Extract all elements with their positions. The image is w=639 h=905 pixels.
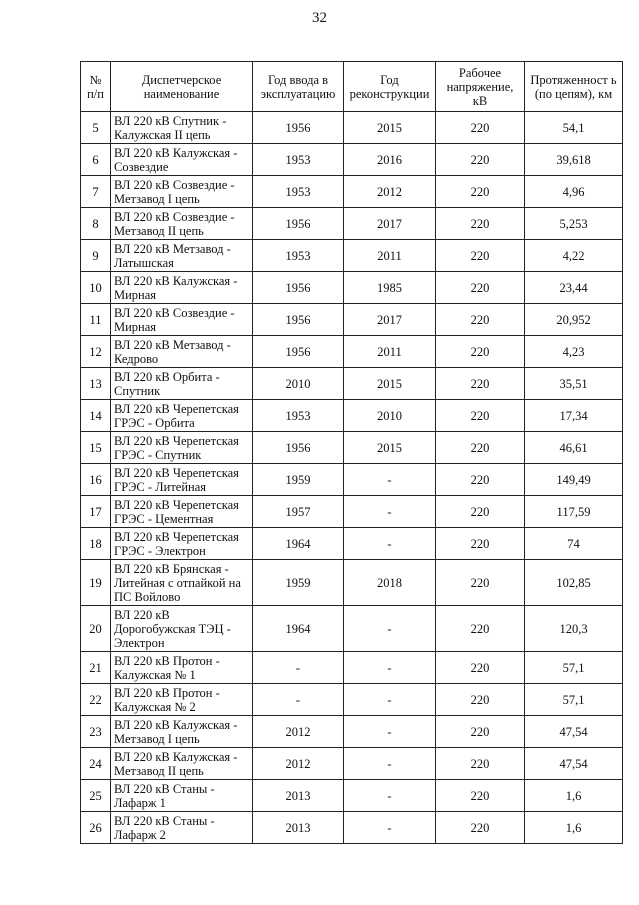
- cell-year-commissioned: 1959: [253, 464, 344, 496]
- cell-year-reconstructed: 2015: [344, 432, 436, 464]
- cell-length: 47,54: [525, 748, 623, 780]
- table-row: [81, 176, 623, 208]
- cell-num: 24: [81, 748, 111, 780]
- cell-year-reconstructed: -: [344, 748, 436, 780]
- cell-year-commissioned: 2013: [253, 780, 344, 812]
- cell-voltage: 220: [436, 272, 525, 304]
- header-voltage: Рабочее напряжение, кВ: [436, 62, 525, 112]
- cell-num: 18: [81, 528, 111, 560]
- cell-year-reconstructed: -: [344, 716, 436, 748]
- cell-year-reconstructed: 2017: [344, 208, 436, 240]
- cell-length: 46,61: [525, 432, 623, 464]
- cell-year-commissioned: 1953: [253, 240, 344, 272]
- table-row: [81, 560, 623, 606]
- cell-num: 20: [81, 606, 111, 652]
- cell-year-reconstructed: 2018: [344, 560, 436, 606]
- cell-year-commissioned: 1956: [253, 272, 344, 304]
- cell-year-commissioned: 1956: [253, 336, 344, 368]
- cell-num: 23: [81, 716, 111, 748]
- cell-num: 16: [81, 464, 111, 496]
- cell-year-reconstructed: -: [344, 464, 436, 496]
- header-year-commissioned: Год ввода в эксплуатацию: [253, 62, 344, 112]
- cell-num: 10: [81, 272, 111, 304]
- cell-voltage: 220: [436, 240, 525, 272]
- cell-year-commissioned: 2012: [253, 748, 344, 780]
- header-name: Диспетчерское наименование: [111, 62, 253, 112]
- cell-voltage: 220: [436, 144, 525, 176]
- cell-year-reconstructed: -: [344, 684, 436, 716]
- cell-voltage: 220: [436, 528, 525, 560]
- cell-length: 47,54: [525, 716, 623, 748]
- table-row: [81, 304, 623, 336]
- cell-year-reconstructed: -: [344, 812, 436, 844]
- cell-voltage: 220: [436, 748, 525, 780]
- table-row: [81, 368, 623, 400]
- cell-year-commissioned: 1956: [253, 432, 344, 464]
- table-row: [81, 528, 623, 560]
- cell-name: ВЛ 220 кВ Черепетская ГРЭС - Электрон: [111, 528, 253, 560]
- cell-year-commissioned: -: [253, 684, 344, 716]
- cell-year-reconstructed: 2012: [344, 176, 436, 208]
- cell-num: 7: [81, 176, 111, 208]
- cell-voltage: 220: [436, 208, 525, 240]
- cell-num: 19: [81, 560, 111, 606]
- table-row: [81, 400, 623, 432]
- cell-year-reconstructed: 2016: [344, 144, 436, 176]
- table-row: [81, 684, 623, 716]
- table-row: [81, 606, 623, 652]
- cell-year-commissioned: 2013: [253, 812, 344, 844]
- power-lines-table: [80, 61, 623, 844]
- cell-num: 14: [81, 400, 111, 432]
- cell-voltage: 220: [436, 432, 525, 464]
- table-row: [81, 812, 623, 844]
- cell-year-reconstructed: 2011: [344, 240, 436, 272]
- cell-length: 117,59: [525, 496, 623, 528]
- table-row: [81, 240, 623, 272]
- cell-voltage: 220: [436, 716, 525, 748]
- table-row: [81, 144, 623, 176]
- cell-length: 4,23: [525, 336, 623, 368]
- cell-name: ВЛ 220 кВ Черепетская ГРЭС - Спутник: [111, 432, 253, 464]
- cell-year-commissioned: 2012: [253, 716, 344, 748]
- cell-name: ВЛ 220 кВ Станы - Лафарж 1: [111, 780, 253, 812]
- cell-length: 20,952: [525, 304, 623, 336]
- cell-num: 17: [81, 496, 111, 528]
- table-row: [81, 652, 623, 684]
- cell-length: 23,44: [525, 272, 623, 304]
- cell-voltage: 220: [436, 112, 525, 144]
- cell-length: 57,1: [525, 684, 623, 716]
- cell-name: ВЛ 220 кВ Протон - Калужская № 1: [111, 652, 253, 684]
- cell-year-reconstructed: 2015: [344, 368, 436, 400]
- cell-length: 54,1: [525, 112, 623, 144]
- cell-year-reconstructed: -: [344, 528, 436, 560]
- cell-name: ВЛ 220 кВ Черепетская ГРЭС - Цементная: [111, 496, 253, 528]
- cell-name: ВЛ 220 кВ Спутник - Калужская II цепь: [111, 112, 253, 144]
- cell-num: 12: [81, 336, 111, 368]
- cell-length: 102,85: [525, 560, 623, 606]
- table-row: [81, 432, 623, 464]
- cell-year-commissioned: -: [253, 652, 344, 684]
- cell-num: 9: [81, 240, 111, 272]
- header-year-reconstructed: Год реконструкции: [344, 62, 436, 112]
- cell-year-reconstructed: -: [344, 606, 436, 652]
- cell-year-commissioned: 1959: [253, 560, 344, 606]
- cell-length: 35,51: [525, 368, 623, 400]
- cell-year-commissioned: 1964: [253, 528, 344, 560]
- cell-year-reconstructed: -: [344, 780, 436, 812]
- cell-year-reconstructed: 2010: [344, 400, 436, 432]
- cell-name: ВЛ 220 кВ Калужская - Метзавод II цепь: [111, 748, 253, 780]
- table-header-row: [81, 62, 623, 112]
- header-length: Протяженност ь (по цепям), км: [525, 62, 623, 112]
- table-row: [81, 272, 623, 304]
- cell-year-commissioned: 1953: [253, 176, 344, 208]
- cell-year-reconstructed: 1985: [344, 272, 436, 304]
- cell-num: 11: [81, 304, 111, 336]
- cell-voltage: 220: [436, 652, 525, 684]
- cell-name: ВЛ 220 кВ Созвездие - Метзавод II цепь: [111, 208, 253, 240]
- cell-voltage: 220: [436, 304, 525, 336]
- cell-num: 6: [81, 144, 111, 176]
- cell-num: 8: [81, 208, 111, 240]
- cell-name: ВЛ 220 кВ Брянская - Литейная с отпайкой на ПС Войлово: [111, 560, 253, 606]
- cell-length: 17,34: [525, 400, 623, 432]
- cell-name: ВЛ 220 кВ Дорогобужская ТЭЦ - Электрон: [111, 606, 253, 652]
- table-row: [81, 716, 623, 748]
- cell-year-reconstructed: 2017: [344, 304, 436, 336]
- cell-name: ВЛ 220 кВ Протон - Калужская № 2: [111, 684, 253, 716]
- cell-name: ВЛ 220 кВ Калужская - Мирная: [111, 272, 253, 304]
- cell-num: 25: [81, 780, 111, 812]
- cell-num: 15: [81, 432, 111, 464]
- cell-voltage: 220: [436, 336, 525, 368]
- cell-voltage: 220: [436, 176, 525, 208]
- cell-year-reconstructed: 2011: [344, 336, 436, 368]
- cell-voltage: 220: [436, 560, 525, 606]
- table-row: [81, 464, 623, 496]
- cell-name: ВЛ 220 кВ Калужская - Метзавод I цепь: [111, 716, 253, 748]
- cell-voltage: 220: [436, 496, 525, 528]
- table-row: [81, 748, 623, 780]
- cell-length: 120,3: [525, 606, 623, 652]
- cell-voltage: 220: [436, 606, 525, 652]
- cell-year-reconstructed: -: [344, 652, 436, 684]
- cell-name: ВЛ 220 кВ Созвездие - Мирная: [111, 304, 253, 336]
- table-body: [81, 112, 623, 844]
- table-row: [81, 780, 623, 812]
- cell-num: 22: [81, 684, 111, 716]
- cell-year-commissioned: 1953: [253, 400, 344, 432]
- cell-length: 74: [525, 528, 623, 560]
- cell-name: ВЛ 220 кВ Орбита - Спутник: [111, 368, 253, 400]
- cell-length: 57,1: [525, 652, 623, 684]
- cell-length: 1,6: [525, 780, 623, 812]
- cell-voltage: 220: [436, 464, 525, 496]
- table-row: [81, 208, 623, 240]
- cell-num: 26: [81, 812, 111, 844]
- cell-voltage: 220: [436, 780, 525, 812]
- cell-name: ВЛ 220 кВ Черепетская ГРЭС - Литейная: [111, 464, 253, 496]
- cell-num: 21: [81, 652, 111, 684]
- cell-voltage: 220: [436, 812, 525, 844]
- cell-length: 4,96: [525, 176, 623, 208]
- cell-year-reconstructed: 2015: [344, 112, 436, 144]
- cell-year-commissioned: 1953: [253, 144, 344, 176]
- cell-year-commissioned: 1956: [253, 304, 344, 336]
- table-row: [81, 112, 623, 144]
- cell-name: ВЛ 220 кВ Станы - Лафарж 2: [111, 812, 253, 844]
- cell-length: 39,618: [525, 144, 623, 176]
- cell-voltage: 220: [436, 684, 525, 716]
- cell-name: ВЛ 220 кВ Метзавод - Кедрово: [111, 336, 253, 368]
- cell-length: 4,22: [525, 240, 623, 272]
- cell-num: 13: [81, 368, 111, 400]
- cell-name: ВЛ 220 кВ Метзавод - Латышская: [111, 240, 253, 272]
- cell-name: ВЛ 220 кВ Созвездие - Метзавод I цепь: [111, 176, 253, 208]
- cell-voltage: 220: [436, 368, 525, 400]
- cell-num: 5: [81, 112, 111, 144]
- table-row: [81, 496, 623, 528]
- page-number: 32: [312, 10, 327, 26]
- table-row: [81, 336, 623, 368]
- cell-length: 149,49: [525, 464, 623, 496]
- header-num: № п/п: [81, 62, 111, 112]
- cell-year-commissioned: 1956: [253, 208, 344, 240]
- cell-length: 5,253: [525, 208, 623, 240]
- cell-voltage: 220: [436, 400, 525, 432]
- cell-year-commissioned: 2010: [253, 368, 344, 400]
- cell-year-commissioned: 1957: [253, 496, 344, 528]
- cell-length: 1,6: [525, 812, 623, 844]
- cell-year-commissioned: 1956: [253, 112, 344, 144]
- cell-year-commissioned: 1964: [253, 606, 344, 652]
- cell-name: ВЛ 220 кВ Черепетская ГРЭС - Орбита: [111, 400, 253, 432]
- cell-name: ВЛ 220 кВ Калужская - Созвездие: [111, 144, 253, 176]
- cell-year-reconstructed: -: [344, 496, 436, 528]
